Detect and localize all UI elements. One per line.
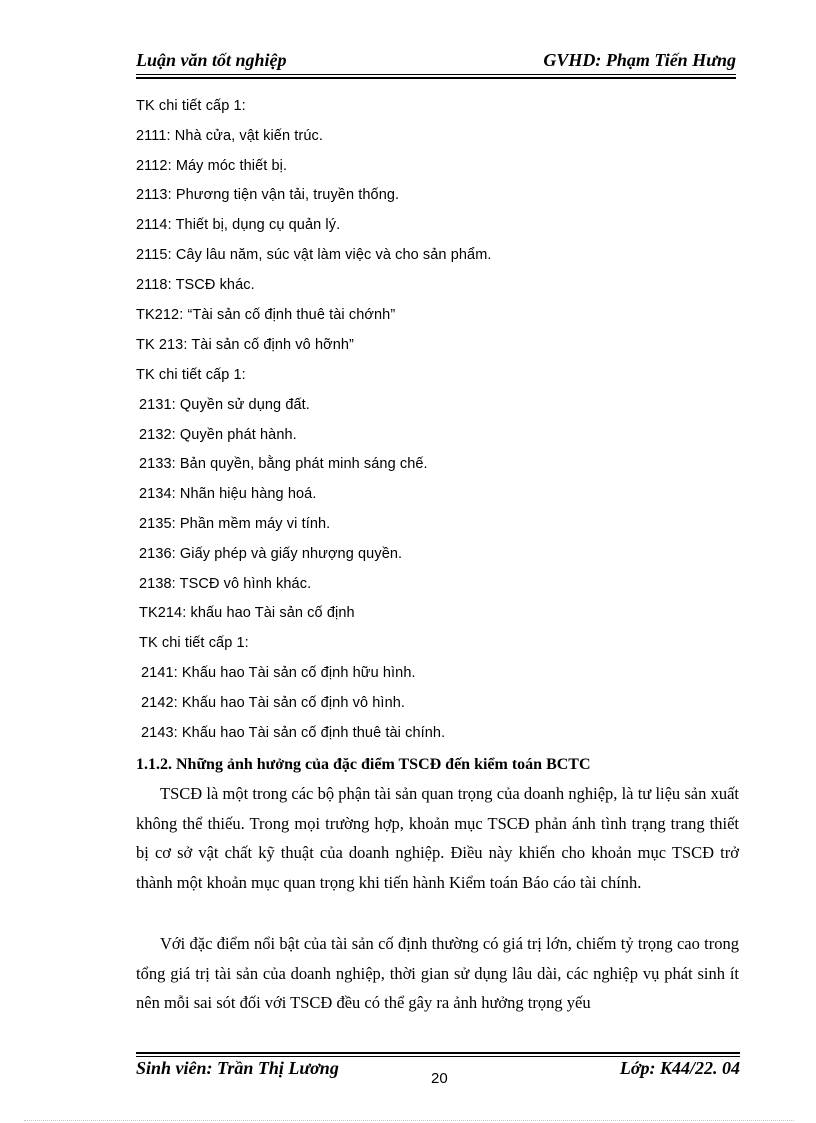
- list-item: 2111: Nhà cửa, vật kiến trúc.: [136, 128, 323, 144]
- list-item: TK chi tiết cấp 1:: [139, 635, 249, 651]
- list-item: TK 213: Tài sản cố định vô hỡnh”: [136, 337, 354, 353]
- list-item: TK chi tiết cấp 1:: [136, 98, 246, 114]
- list-item: 2131: Quyền sử dụng đất.: [139, 397, 310, 413]
- list-item: TK214: khấu hao Tài sản cố định: [139, 605, 355, 621]
- list-item: 2115: Cây lâu năm, súc vật làm việc và cho sản phẩm.: [136, 247, 492, 263]
- section-heading: 1.1.2. Những ảnh hưởng của đặc điểm TSCĐ đến kiểm toán BCTC: [136, 756, 591, 773]
- list-item: 2133: Bản quyền, bằng phát minh sáng chế.: [139, 456, 428, 472]
- page-header: [136, 50, 736, 75]
- list-item: 2112: Máy móc thiết bị.: [136, 158, 288, 174]
- page-edge-rule: [24, 1120, 794, 1121]
- paragraph: TSCĐ là một trong các bộ phận tài sản quan trọng của doanh nghiệp, là tư liệu sản xuất không thể thiếu. Trong mọi trường hợp, khoản mục TSCĐ phản ánh tình trạng trang thiết bị cơ sở vật chất kỹ thuật của doanh nghiệp. Điều này khiến cho khoản mục TSCĐ trở thành một khoản mục quan trọng khi tiến hành Kiểm toán Báo cáo tài chính.: [136, 784, 739, 892]
- list-item: 2134: Nhãn hiệu hàng hoá.: [139, 486, 317, 502]
- list-item: 2118: TSCĐ khác.: [136, 277, 255, 293]
- list-item: 2135: Phần mềm máy vi tính.: [139, 516, 331, 532]
- list-item: 2141: Khấu hao Tài sản cố định hữu hình.: [141, 665, 416, 681]
- list-item: 2136: Giấy phép và giấy nhượng quyền.: [139, 546, 403, 562]
- paragraph: Với đặc điểm nổi bật của tài sản cố định thường có giá trị lớn, chiếm tỷ trọng cao trong tổng giá trị tài sản của doanh nghiệp, thời gian sử dụng lâu dài, các nghiệp vụ phát sinh ít nên mỗi sai sót đối với TSCĐ đều có thể gây ra ảnh hưởng trọng yếu: [136, 934, 739, 1013]
- list-item: 2143: Khấu hao Tài sản cố định thuê tài chính.: [141, 725, 446, 741]
- page-number: 20: [431, 1070, 448, 1087]
- header-divider: [136, 77, 736, 79]
- footer-student: Sinh viên: Trần Thị Lương: [136, 1058, 339, 1078]
- header-advisor: GVHD: Phạm Tiến Hưng: [543, 50, 736, 70]
- header-title: Luận văn tốt nghiệp: [136, 50, 287, 70]
- list-item: 2138: TSCĐ vô hình khác.: [139, 576, 312, 592]
- list-item: TK212: “Tài sản cố định thuê tài chớnh”: [136, 307, 396, 323]
- list-item: TK chi tiết cấp 1:: [136, 367, 246, 383]
- list-item: 2113: Phương tiện vận tải, truyền thống.: [136, 187, 400, 203]
- footer-divider-thin: [136, 1056, 740, 1057]
- footer-class: Lớp: K44/22. 04: [619, 1058, 740, 1078]
- list-item: 2114: Thiết bị, dụng cụ quản lý.: [136, 217, 341, 233]
- page-footer: [136, 1058, 740, 1088]
- list-item: 2142: Khấu hao Tài sản cố định vô hình.: [141, 695, 406, 711]
- footer-divider: [136, 1052, 740, 1054]
- list-item: 2132: Quyền phát hành.: [139, 427, 297, 443]
